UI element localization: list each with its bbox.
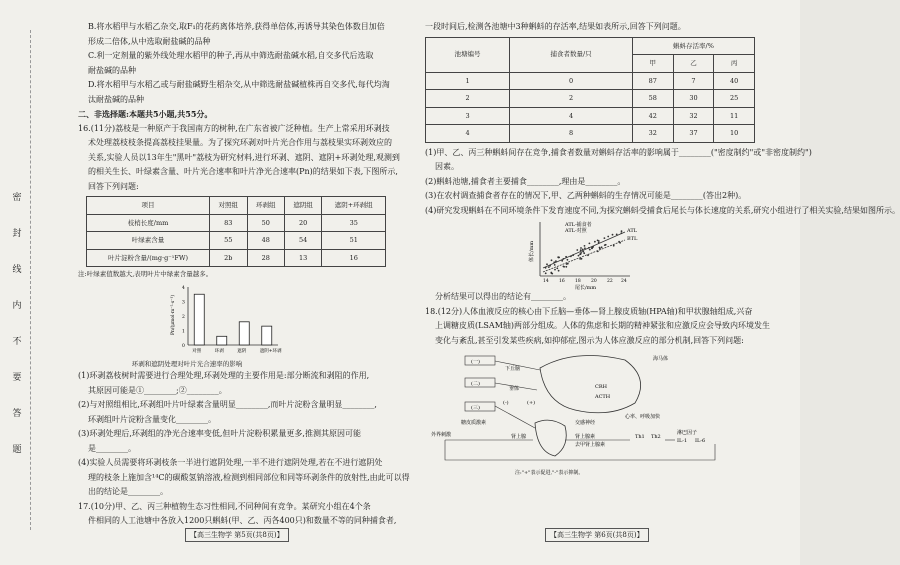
diagram-label: 垂体: [509, 386, 520, 392]
diagram-label: (三): [471, 405, 480, 411]
table-cell: 2: [426, 90, 510, 108]
text-line: 耐盐碱的品种: [88, 65, 136, 75]
scatter-svg: [425, 218, 770, 290]
diagram-label: 下丘脑: [505, 366, 521, 372]
scatter-point: [570, 256, 572, 258]
diagram-label: 外界刺激: [431, 432, 452, 438]
scatter-point: [565, 266, 567, 268]
diagram-label: (二): [471, 381, 480, 387]
diagram-label: ACTH: [595, 394, 611, 400]
bar: [239, 322, 249, 345]
table-row: [87, 214, 386, 232]
table-cell: 58: [632, 90, 673, 108]
diagram-label: IL-1: [677, 438, 688, 444]
scatter-point: [604, 244, 606, 246]
left-page: [78, 20, 410, 529]
brain-outline: [540, 356, 641, 413]
table-cell: 83: [210, 214, 247, 232]
scatter-point: [613, 245, 615, 247]
scatter-point: [548, 266, 550, 268]
seal-line-text: [10, 180, 24, 468]
question-line: (2)蝌蚪池塘,捕食者主要捕食________,理由是________。: [425, 176, 626, 186]
scatter-point: [612, 234, 614, 236]
text-line: 16.(11分)荔枝是一种原产于我国南方的树种,在广东省被广泛种植。生产上常采用环剥技: [78, 123, 390, 133]
table-cell: 2: [510, 90, 633, 108]
table-cell: 2b: [210, 249, 247, 267]
question-line: 上调糖皮质(LSAM轴)两部分组成。人体的焦虑和长期的精神紧张和应激反应会导致内环境发生: [435, 321, 770, 330]
question-line: 环剥组叶片淀粉含量变化________。: [88, 414, 216, 424]
table-cell: 55: [210, 232, 247, 250]
scatter-point: [597, 251, 599, 253]
seal-char: 封: [12, 229, 22, 239]
seal-char: 密: [12, 193, 22, 203]
scatter-point: [551, 273, 553, 275]
y-tick: 2: [182, 315, 185, 320]
x-tick: 14: [543, 279, 549, 284]
btl-trend-line: [543, 240, 625, 272]
scatter-point: [621, 230, 623, 232]
arrow: [495, 406, 535, 428]
diagram-label: (一): [471, 359, 480, 365]
x-tick: 22: [607, 279, 613, 284]
scatter-point: [566, 263, 568, 265]
scatter-point: [549, 265, 551, 267]
table-header: 环剥组: [247, 197, 284, 215]
scatter-points: [545, 230, 623, 274]
diagram-caption: 注:"+"表示促进,"-"表示抑制。: [515, 470, 584, 476]
scatter-point: [584, 245, 586, 247]
diagram-label: (+): [527, 400, 536, 406]
table-row: [87, 232, 386, 250]
table-header: 蝌蚪存活率/%: [632, 37, 754, 55]
text-line: 术处理荔枝枝条提高荔枝挂果量。为了探究环剥对叶片光合作用与荔枝果实环剥效应的: [88, 138, 392, 147]
table-cell: 35: [322, 214, 386, 232]
diagram-label: IL-6: [695, 438, 706, 444]
scatter-point: [598, 242, 600, 244]
table-cell: 42: [632, 107, 673, 125]
diagram-label: (-): [503, 400, 509, 406]
table-header: 遮阴组: [284, 197, 321, 215]
y-tick: 1: [182, 329, 185, 335]
line-label: BTL: [627, 236, 638, 242]
scatter-point: [554, 269, 556, 271]
seal-char: 答: [12, 409, 22, 419]
scatter-point: [578, 255, 580, 257]
scatter-point: [580, 249, 582, 251]
scatter-point: [554, 264, 556, 266]
question-line: 因素。: [435, 162, 459, 171]
table-cell: 51: [322, 232, 386, 250]
question-line: 18.(12分)人体血液反应的核心由下丘脑—垂体—肾上腺皮质轴(HPA轴)和甲状腺轴组成,兴奋: [425, 306, 753, 316]
x-tick: 20: [591, 279, 597, 284]
table-row: [426, 107, 755, 125]
scatter-point: [587, 254, 589, 256]
table-cell: 8: [510, 125, 633, 143]
scatter-point: [616, 234, 618, 236]
text-line: 关系,实验人员以13年生"黑叶"荔枝为研究材料,进行环剥、遮阴、遮阴+环剥处理,观测到: [88, 152, 400, 162]
diagram-label: 淋巴因子: [677, 430, 698, 436]
text-line: C.利一定剂量的紫外线处理水稻甲的种子,再从中筛选耐盐碱水稻,自交多代后选取: [88, 51, 374, 60]
table-cell: 30: [673, 90, 714, 108]
hpa-diagram: [425, 348, 770, 478]
table-cell: 87: [632, 72, 673, 90]
table-row: [87, 249, 386, 267]
x-tick: 18: [575, 279, 581, 284]
scatter-point: [618, 241, 620, 243]
seal-char: 要: [12, 373, 22, 383]
diagram-label: 去甲肾上腺素: [575, 442, 606, 448]
diagram-label: CRH: [595, 384, 607, 390]
question-line: 变化与紊乱,甚至引发某些疾病,如抑郁症,图示为人体应激反应的部分机制,回答下列问题:: [435, 335, 744, 345]
table-header: 捕食者数量/只: [510, 37, 633, 72]
diagram-label: 交感神经: [575, 420, 596, 426]
legend-item: ATL-捕食者: [565, 222, 592, 228]
table-cell: 20: [284, 214, 321, 232]
table-cell: 32: [673, 107, 714, 125]
diagram-label: 糖皮质激素: [461, 420, 487, 426]
question-line: 17.(10分)甲、乙、丙三种植物生态习性相同,不同种间有竞争。某研究小组在4个条: [78, 501, 371, 511]
table-cell: 3: [426, 107, 510, 125]
table-header: 池塘编号: [426, 37, 510, 72]
table-cell: 叶片淀粉含量/(mg·g⁻¹FW): [87, 249, 210, 267]
text-line: 的相关生长、叶绿素含量、叶片光合速率和叶片净光合速率(Pn)的结果如下表,下图所示,: [88, 167, 398, 176]
table-cell: 25: [714, 90, 755, 108]
x-tick: 16: [559, 279, 565, 284]
question-line: 理的枝条上施加含¹⁴C的碳酸氢钠溶液,检测到相同部位和同等环剥条件的放射性,由此可以得: [88, 472, 410, 482]
scatter-point: [598, 240, 600, 242]
table-cell: 7: [673, 72, 714, 90]
diagram-label: Th1: [635, 434, 645, 440]
table-cell: 32: [632, 125, 673, 143]
table-header: 丙: [714, 55, 755, 73]
scatter-point: [583, 252, 585, 254]
scatter-point: [584, 247, 586, 249]
x-tick: 环剥: [214, 349, 224, 354]
table-cell: 4: [426, 125, 510, 143]
bar: [194, 294, 204, 345]
label-box: [465, 402, 495, 411]
scatter-point: [582, 251, 584, 253]
scatter-point: [558, 270, 560, 272]
table-cell: 40: [714, 72, 755, 90]
y-axis-label: Pn/(μmol·m⁻²·s⁻¹): [171, 294, 176, 335]
text-line: B.将水稻甲与水稻乙杂交,取F₁的花药离体培养,获得单倍体,再诱导其染色体数目加倍: [88, 22, 385, 31]
x-tick: 对照: [192, 349, 202, 354]
scatter-point: [557, 256, 559, 258]
section-heading: 二、非选择题:本题共5小题,共55分。: [78, 109, 213, 119]
scatter-point: [555, 260, 557, 262]
table-cell: 54: [284, 232, 321, 250]
scatter-point: [580, 252, 582, 254]
question-line: (1)环剥荔枝树时需要进行合理处理,环剥处理的主要作用是:部分断流和剥阻的作用,: [78, 371, 370, 380]
page-footer-left: 【高三生物学 第5页(共8页)】: [185, 528, 289, 542]
table-header: 甲: [632, 55, 673, 73]
scatter-point: [604, 237, 606, 239]
text-line: 一段时间后,检测各池塘中3种蝌蚪的存活率,结果如表所示,回答下列问题。: [425, 22, 686, 31]
scatter-point: [607, 236, 609, 238]
x-tick: 遮阴+环剥: [259, 349, 282, 354]
table-cell: 4: [510, 107, 633, 125]
scatter-point: [545, 267, 547, 269]
table-row: [426, 125, 755, 143]
question-line: 其原因可能是①________;②________。: [88, 385, 227, 395]
scatter-point: [563, 258, 565, 260]
scatter-point: [588, 247, 590, 249]
scatter-point: [599, 248, 601, 250]
line-label: ATL: [627, 228, 637, 234]
scatter-point: [561, 260, 563, 262]
scatter-point: [580, 247, 582, 249]
table-cell: 1: [426, 72, 510, 90]
question-line: (3)在农村调查捕食者存在的情况下,甲、乙两种蝌蚪的生存情况可能是________(答出2种)。: [425, 191, 747, 200]
page-footer-right: 【高三生物学 第6页(共8页)】: [545, 528, 649, 542]
diagram-label: 海马体: [653, 356, 669, 362]
question-line: 件相同的人工池塘中各放入1200只蝌蚪(甲、乙、丙各400只)和数量不等的同种捕食者,: [88, 516, 397, 525]
table-cell: 0: [510, 72, 633, 90]
text-line: D.将水稻甲与水稻乙或与耐盐碱野生稻杂交,从中筛选耐盐碱植株再自交多代,每代均淘: [88, 80, 390, 89]
tadpole-table: [425, 37, 755, 143]
table-cell: 13: [284, 249, 321, 267]
table-cell: 28: [247, 249, 284, 267]
seal-char: 不: [12, 337, 22, 347]
table-row: [426, 90, 755, 108]
scatter-point: [553, 261, 555, 263]
x-tick: 24: [621, 279, 627, 284]
bar: [217, 336, 227, 345]
y-tick: 4: [182, 286, 185, 291]
scatter-point: [576, 249, 578, 251]
scatter-point: [572, 254, 574, 256]
scatter-point: [582, 249, 584, 251]
diagram-svg: [425, 348, 770, 478]
table-cell: 叶绿素含量: [87, 232, 210, 250]
label-box: [465, 356, 495, 365]
scatter-point: [594, 241, 596, 243]
figure-caption: 环剥和遮阴处理对叶片光合速率的影响: [131, 360, 243, 368]
scatter-point: [551, 259, 553, 261]
table-cell: 16: [322, 249, 386, 267]
table-header: 对照组: [210, 197, 247, 215]
table-row: [426, 72, 755, 90]
question-line: 分析结果可以得出的结论有________。: [435, 292, 571, 301]
adrenal-outline: [535, 420, 566, 456]
table-header: 乙: [673, 55, 714, 73]
table-cell: 11: [714, 107, 755, 125]
question-line: 出的结论是________。: [88, 487, 168, 496]
scatter-point: [601, 246, 603, 248]
question-line: 是________。: [88, 443, 136, 453]
y-tick: 3: [182, 300, 185, 306]
question-line: (2)与对照组相比,环剥组叶片叶绿素含量明显________,而叶片淀粉含量明显________,: [78, 400, 377, 409]
scatter-point: [589, 249, 591, 251]
x-tick: 遮阴: [237, 349, 247, 354]
seal-char: 题: [12, 445, 22, 455]
scatter-point: [563, 266, 565, 268]
scatter-point: [556, 267, 558, 269]
table-cell: 枝梢长度/mm: [87, 214, 210, 232]
right-page: [425, 20, 900, 478]
scatter-point: [589, 243, 591, 245]
bar-chart-svg: [78, 279, 396, 359]
table-cell: 48: [247, 232, 284, 250]
fold-line: [30, 30, 31, 530]
diagram-label: 心率、呼吸加快: [625, 414, 661, 420]
bar: [262, 326, 272, 345]
question-line: (1)甲、乙、丙三种蝌蚪间存在竞争,捕食者数量对蝌蚪存活率的影响属于________("密度制约"或"非密度制约"): [425, 147, 812, 157]
table-header: 遮阴+环剥组: [322, 197, 386, 215]
growth-table: [86, 196, 386, 267]
seal-char: 内: [12, 301, 22, 311]
label-box: [465, 378, 495, 387]
table-note: 注:叶绿素值数越大,表明叶片中绿素含量越多。: [78, 270, 213, 278]
scatter-figure: [425, 218, 770, 290]
seal-char: 线: [12, 265, 22, 275]
scatter-point: [591, 248, 593, 250]
table-cell: 50: [247, 214, 284, 232]
question-line: (3)环剥处理后,环剥组的净光合速率变低,但叶片淀粉积累量更多,推测其原因可能: [78, 429, 361, 438]
text-line: 回答下列问题:: [88, 181, 139, 191]
scatter-point: [581, 258, 583, 260]
x-axis-label: 尾长/mm: [575, 285, 597, 291]
question-line: (4)实验人员需要将环剥枝条一半进行遮阴处理,一半不进行遮阴处理,若在不进行遮阴处: [78, 458, 383, 467]
text-line: 形成二倍体,从中选取耐盐碱的品种: [88, 36, 211, 46]
table-cell: 10: [714, 125, 755, 143]
diagram-label: Th2: [651, 434, 661, 440]
text-line: 汰耐盐碱的品种: [88, 94, 144, 104]
diagram-label: 肾上腺素: [575, 434, 596, 440]
scatter-point: [546, 263, 548, 265]
table-header: 项目: [87, 197, 210, 215]
pn-bar-chart: [78, 279, 396, 359]
question-line: (4)研究发现蝌蚪在不同环境条件下发育速度不同,为探究蝌蚪受捕食后尾长与体长速度的关系,研究小组进行了相关实验,结果如图所示。: [425, 205, 900, 215]
scatter-point: [565, 256, 567, 258]
scatter-point: [567, 259, 569, 261]
scatter-point: [621, 232, 623, 234]
diagram-label: 肾上腺: [511, 434, 527, 440]
legend-item: ATL-对照: [565, 228, 587, 234]
y-axis-label: 体长/mm: [529, 240, 535, 262]
atl-trend-line: [543, 232, 625, 268]
table-cell: 37: [673, 125, 714, 143]
scatter-point: [545, 272, 547, 274]
y-tick: 0: [182, 344, 185, 349]
